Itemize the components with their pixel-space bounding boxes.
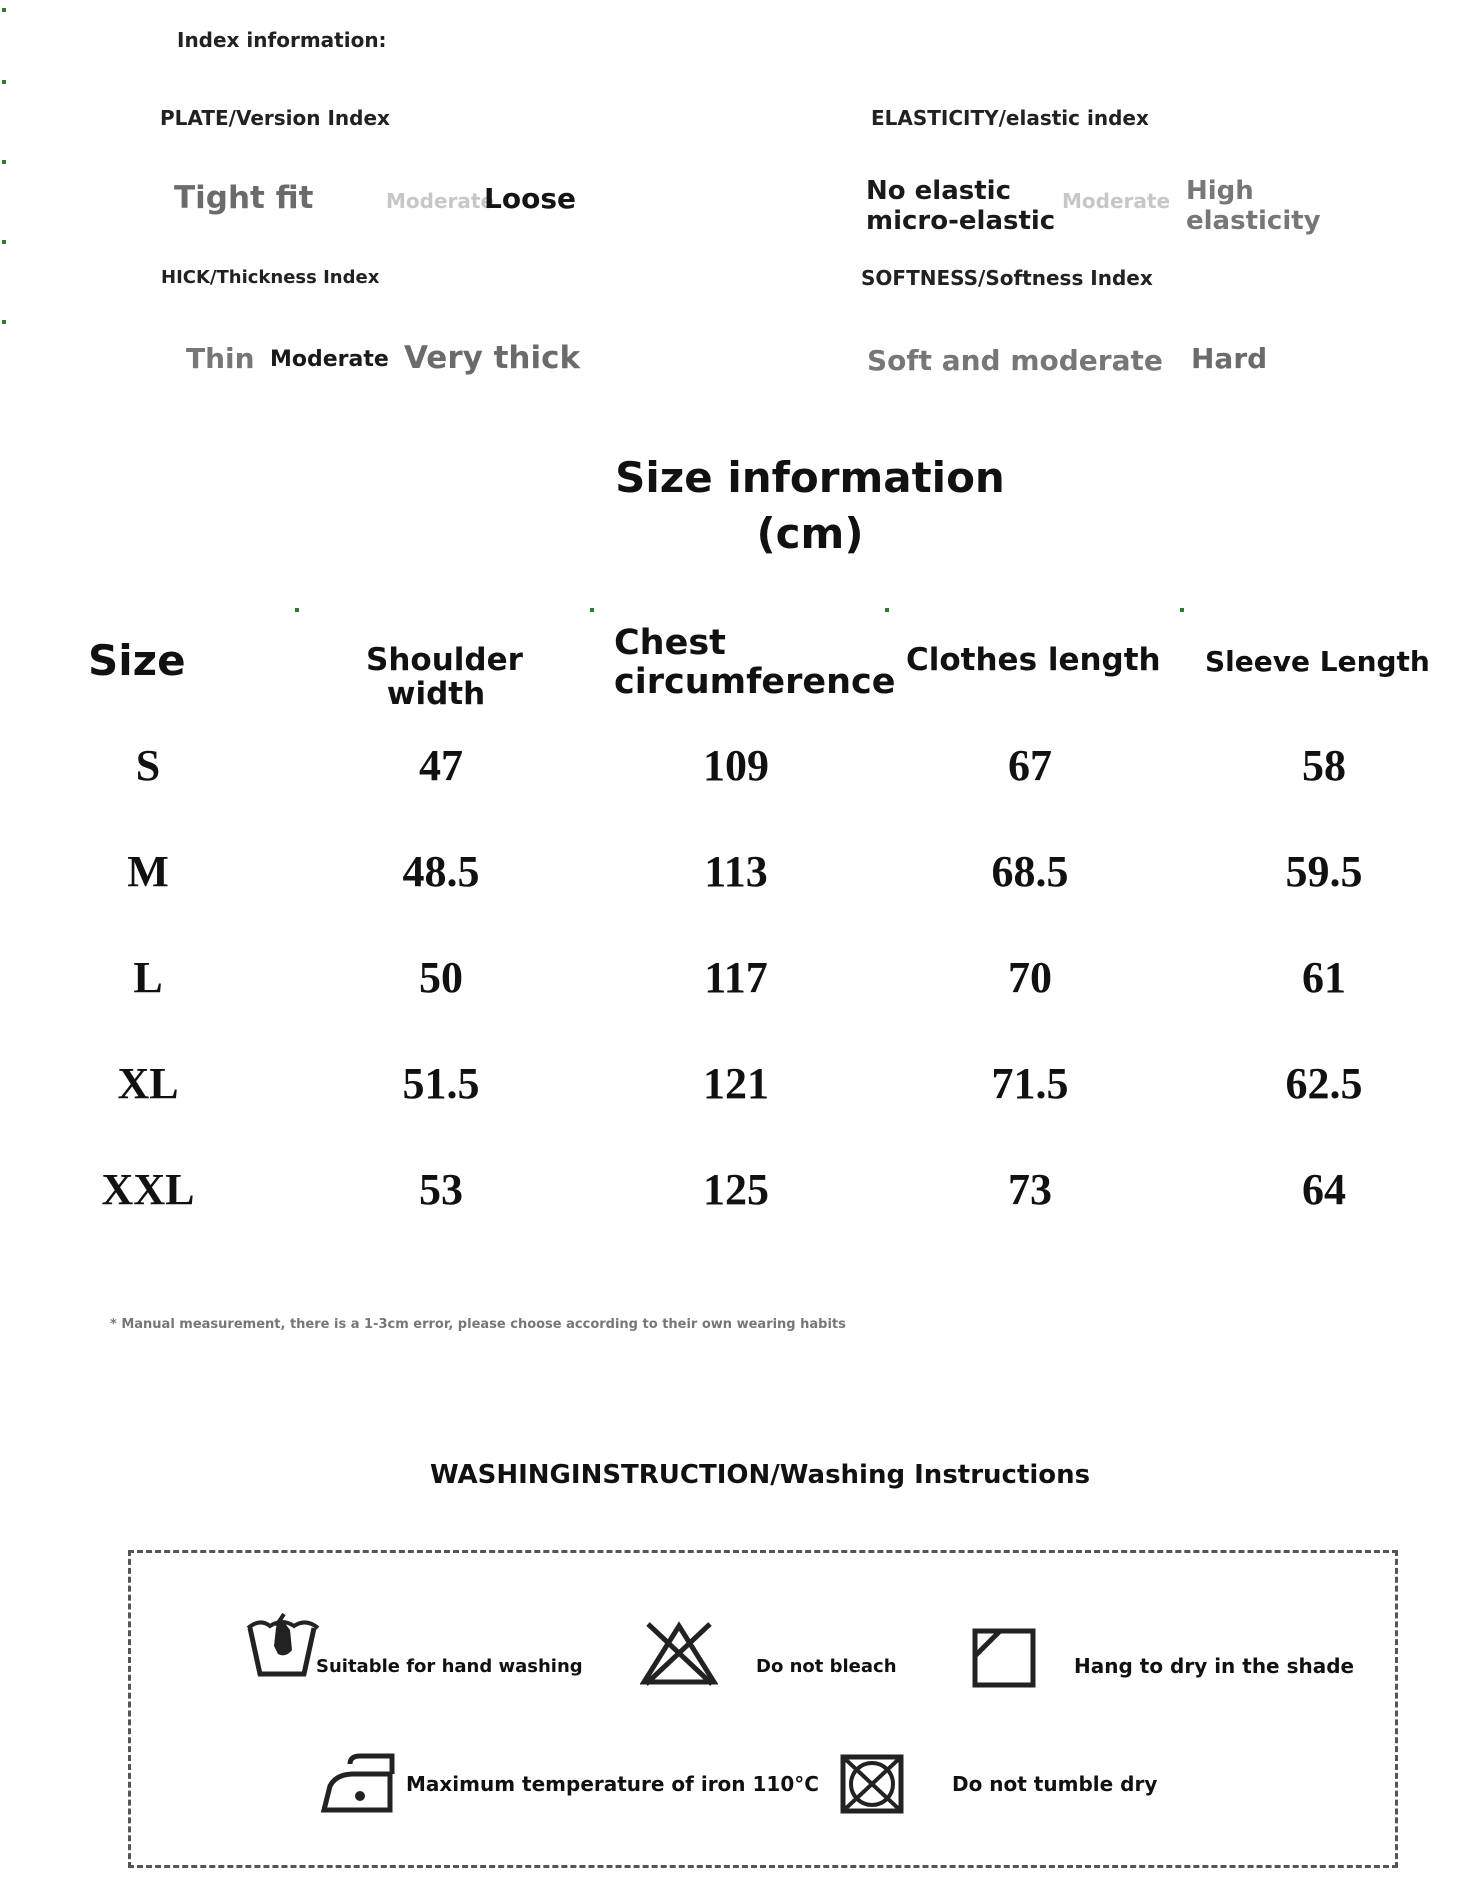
- table-cell-length: 67: [1008, 741, 1052, 790]
- table-cell-chest: 117: [704, 953, 768, 1002]
- header-chest-line2: circumference: [614, 662, 896, 702]
- edge-mark: [2, 80, 6, 84]
- table-cell-chest: 109: [703, 741, 769, 790]
- washing-box: [128, 1550, 1398, 1868]
- elasticity-index-title: ELASTICITY/elastic index: [871, 106, 1149, 130]
- thickness-index-title: HICK/Thickness Index: [161, 267, 380, 288]
- edge-mark: [885, 608, 889, 612]
- plate-index-title: PLATE/Version Index: [160, 106, 390, 130]
- hand-wash-icon: [246, 1610, 320, 1678]
- header-shoulder-width: [366, 642, 523, 712]
- table-cell-shoulder: 50: [419, 953, 463, 1002]
- elasticity-moderate: Moderate: [1062, 189, 1171, 213]
- table-cell-size: M: [127, 847, 169, 896]
- shade-dry-label: Hang to dry in the shade: [1074, 1654, 1355, 1678]
- no-bleach-icon: [640, 1620, 718, 1686]
- edge-mark: [2, 240, 6, 244]
- iron-label: Maximum temperature of iron 110°C: [406, 1772, 819, 1796]
- thickness-thin: Thin: [186, 342, 255, 375]
- header-chest-line1: Chest: [614, 623, 726, 663]
- edge-mark: [295, 608, 299, 612]
- table-cell-chest: 125: [703, 1165, 769, 1214]
- table-cell-chest: 121: [703, 1059, 769, 1108]
- table-cell-length: 71.5: [991, 1059, 1069, 1108]
- table-cell-size: L: [133, 953, 163, 1002]
- table-cell-size: XL: [117, 1059, 179, 1108]
- size-info-title: [610, 450, 1010, 562]
- elasticity-high-2: elasticity: [1186, 206, 1321, 236]
- hand-wash-label: Suitable for hand washing: [316, 1656, 583, 1677]
- iron-icon: [320, 1752, 396, 1814]
- softness-soft-moderate: Soft and moderate: [867, 344, 1163, 377]
- edge-mark: [1180, 608, 1184, 612]
- table-cell-shoulder: 47: [419, 741, 463, 790]
- table-cell-sleeve: 64: [1302, 1165, 1346, 1214]
- softness-index-title: SOFTNESS/Softness Index: [861, 266, 1153, 290]
- edge-mark: [590, 608, 594, 612]
- edge-mark: [2, 160, 6, 164]
- plate-loose-selected: Loose: [484, 182, 576, 215]
- header-clothes-length: Clothes length: [906, 642, 1161, 678]
- measurement-note: * Manual measurement, there is a 1-3cm error, please choose according to their own wearing habits: [110, 1317, 846, 1332]
- table-cell-length: 70: [1008, 953, 1052, 1002]
- table-cell-size: S: [135, 741, 161, 790]
- shade-dry-icon: [972, 1628, 1036, 1688]
- thickness-very-thick: Very thick: [404, 340, 581, 376]
- table-cell-length: 73: [1008, 1165, 1052, 1214]
- plate-moderate: Moderate: [386, 189, 495, 213]
- header-shoulder-line2: width: [386, 676, 486, 712]
- elasticity-micro-elastic: micro-elastic: [866, 206, 1056, 236]
- header-chest-circumference: [614, 624, 896, 702]
- no-bleach-label: Do not bleach: [756, 1656, 897, 1677]
- no-tumble-dry-label: Do not tumble dry: [952, 1772, 1158, 1796]
- edge-mark: [2, 8, 6, 12]
- elasticity-high: High: [1186, 176, 1254, 206]
- index-heading: Index information:: [177, 28, 387, 52]
- header-sleeve-length: Sleeve Length: [1205, 645, 1430, 678]
- size-info-title-line2: (cm): [756, 509, 864, 558]
- table-cell-sleeve: 59.5: [1285, 847, 1363, 896]
- no-tumble-dry-icon: [840, 1754, 904, 1814]
- washing-title: WASHINGINSTRUCTION/Washing Instructions: [430, 1460, 1091, 1490]
- thickness-moderate: Moderate: [270, 347, 389, 372]
- table-cell-sleeve: 58: [1302, 741, 1346, 790]
- table-cell-shoulder: 53: [419, 1165, 463, 1214]
- size-info-title-line1: Size information: [615, 453, 1005, 502]
- table-cell-size: XXL: [101, 1165, 195, 1214]
- table-cell-sleeve: 61: [1302, 953, 1346, 1002]
- header-size: Size: [88, 636, 186, 685]
- table-cell-shoulder: 51.5: [402, 1059, 480, 1108]
- header-shoulder-line1: Shoulder: [366, 642, 523, 678]
- table-cell-sleeve: 62.5: [1285, 1059, 1363, 1108]
- table-cell-chest: 113: [704, 847, 768, 896]
- elasticity-no-elastic: No elastic: [866, 176, 1011, 206]
- plate-tight-fit: Tight fit: [174, 180, 314, 216]
- softness-hard: Hard: [1191, 342, 1268, 375]
- edge-mark: [2, 320, 6, 324]
- table-cell-length: 68.5: [991, 847, 1069, 896]
- table-cell-shoulder: 48.5: [402, 847, 480, 896]
